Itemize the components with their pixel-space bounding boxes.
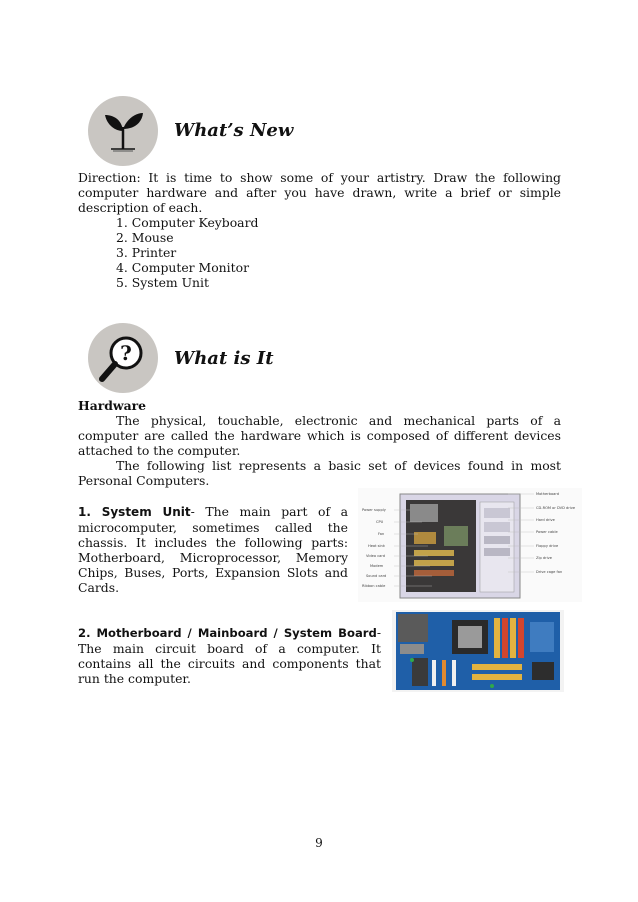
- label-ribbon-cable: Ribbon cable: [362, 584, 386, 588]
- label-hard-drive: Hard drive: [536, 518, 555, 522]
- list-item: 4. Computer Monitor: [116, 260, 249, 275]
- system-unit-text: - The main part of a microcomputer, sometimes called the chassis. It includes the following parts: Motherboard, Microprocessor, Memory Chips, Buses, Ports, Expansion Slots and Cards.: [78, 504, 348, 595]
- label-cpu: CPU: [376, 520, 384, 524]
- label-heat-sink: Heat sink: [368, 544, 385, 548]
- list-item: 3. Printer: [116, 245, 177, 260]
- system-unit-label: 1. System Unit: [78, 505, 191, 519]
- motherboard-label: 2. Motherboard / Mainboard / System Board: [78, 626, 377, 640]
- question-mark-glyph: ?: [120, 341, 132, 365]
- devices-paragraph: The following list represents a basic set of devices found in most Personal Computers.: [78, 458, 561, 488]
- list-item: 5. System Unit: [116, 275, 209, 290]
- whats-new-title: What’s New: [174, 120, 294, 141]
- magnifier-icon-badge: [88, 323, 158, 393]
- system-unit-diagram: [358, 488, 582, 602]
- plant-icon-badge: [88, 96, 158, 166]
- sprout-icon: [97, 105, 149, 157]
- list-item: 2. Mouse: [116, 230, 174, 245]
- magnifying-glass-icon: [94, 329, 152, 387]
- label-floppy-drive: Floppy drive: [536, 544, 559, 548]
- label-modem: Modem: [370, 564, 384, 568]
- motherboard-illustration: [392, 610, 564, 692]
- motherboard-text: - The main circuit board of a computer. It contains all the circuits and components that run the computer.: [78, 625, 381, 686]
- label-power-cable: Power cable: [536, 530, 558, 534]
- label-drive-cage-fan: Drive cage fan: [536, 570, 563, 574]
- label-fan: Fan: [378, 532, 385, 536]
- label-zip-drive: Zip drive: [536, 556, 552, 560]
- motherboard-image: [392, 610, 564, 692]
- label-cd-rom: CD-ROM or DVD drive: [536, 506, 576, 510]
- hardware-list: [116, 215, 258, 290]
- system-unit-description: [78, 504, 348, 595]
- what-is-it-title: What is It: [174, 348, 274, 369]
- hardware-paragraph: The physical, touchable, electronic and mechanical parts of a computer are called the hardware which is composed of different devices attached to the computer.: [78, 413, 561, 458]
- label-video-card: Video card: [366, 554, 386, 558]
- label-power-supply: Power supply: [362, 508, 386, 512]
- hardware-heading: Hardware: [78, 398, 147, 413]
- direction-text: Direction: It is time to show some of your artistry. Draw the following computer hardware and after you have drawn, write a brief or simple description of each.: [78, 170, 561, 215]
- page-number: 9: [315, 836, 323, 850]
- motherboard-description: [78, 625, 381, 686]
- label-sound-card: Sound card: [366, 574, 387, 578]
- label-motherboard: Motherboard: [536, 492, 560, 496]
- list-item: 1. Computer Keyboard: [116, 215, 259, 230]
